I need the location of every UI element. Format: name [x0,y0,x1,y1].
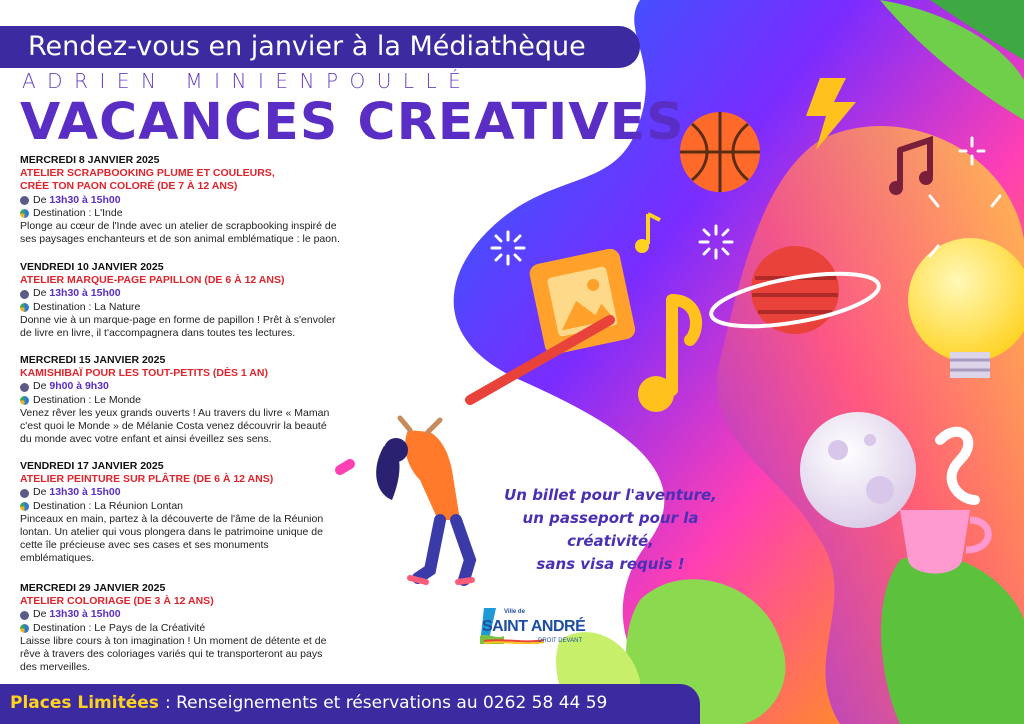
event-description: cette île précieuse avec ses cases et ses monuments [20,539,269,552]
time-value: 13h30 à 15h00 [49,193,121,206]
event-time [20,380,400,393]
time-prefix: De [33,380,47,393]
destination-text: Destination : Le Pays de la Créativité [33,621,206,634]
destination-text: Destination : L'Inde [33,206,123,219]
event-description: Donne vie à un marque-page en forme de papillon ! Prêt à s'envoler [20,313,336,326]
logo-top-text: Ville de [504,609,525,615]
event-date: VENDREDI 17 JANVIER 2025 [20,460,164,472]
event-time [20,194,400,207]
event-time [20,608,400,621]
event-title: ATELIER PEINTURE SUR PLÂTRE (DE 6 À 12 ANS) [20,473,274,486]
event-item [20,261,400,340]
destination-text: Destination : La Réunion Lontan [33,499,184,512]
event-description: Laisse libre cours à ton imagination ! Un moment de détente et de [20,634,327,647]
event-date: MERCREDI 29 JANVIER 2025 [20,582,166,594]
subtitle: ADRIEN MINIENPOULLÉ [22,69,473,93]
time-prefix: De [33,193,47,206]
contact-info: : Renseignements et réservations au 0262 58 44 59 [165,693,608,713]
clock-icon [20,611,29,620]
event-date: VENDREDI 10 JANVIER 2025 [20,261,164,273]
destination-text: Destination : Le Monde [33,393,141,406]
globe-icon [20,624,29,633]
event-title: ATELIER SCRAPBOOKING PLUME ET COULEURS, [20,167,275,180]
event-item [20,154,400,246]
footer-bar [0,684,700,724]
event-date: MERCREDI 15 JANVIER 2025 [20,354,166,366]
logo-swoosh-icon [484,638,544,644]
event-item [20,582,400,674]
page-title: VACANCES CREATIVES [20,93,685,152]
event-date: MERCREDI 8 JANVIER 2025 [20,154,160,166]
moon-icon [800,412,916,528]
time-prefix: De [33,486,47,499]
globe-icon [20,209,29,218]
basketball-icon [680,112,760,192]
event-description: ses paysages enchanteurs et de son animal emblématique : le paon. [20,233,340,246]
globe-icon [20,396,29,405]
slogan-line: sans visa requis ! [536,555,685,573]
clock-icon [20,383,29,392]
slogan [478,484,743,576]
clock-icon [20,290,29,299]
slogan-line: Un billet pour l'aventure, [504,486,717,504]
places-limitees: Places Limitées [10,693,159,713]
event-description: rêve à travers des coloriages variés qui te transporteront au pays [20,648,323,661]
event-item [20,354,400,446]
event-title: ATELIER MARQUE-PAGE PAPILLON (DE 6 À 12 ANS) [20,274,285,287]
event-description: de livre en livre, il t'accompagnera dans toutes tes lectures. [20,327,296,340]
time-prefix: De [33,287,47,300]
event-description: des merveilles. [20,661,91,674]
event-description: emblématiques. [20,552,95,565]
logo-sub-text: DROIT DEVANT [538,638,583,644]
globe-icon [20,303,29,312]
event-destination [20,394,400,407]
event-time [20,287,400,300]
event-destination [20,301,400,314]
event-title: KAMISHIBAÏ POUR LES TOUT-PETITS (DÈS 1 AN) [20,367,268,380]
event-title: ATELIER COLORIAGE (DE 3 À 12 ANS) [20,595,214,608]
event-destination [20,207,400,220]
banner-text: Rendez-vous en janvier à la Médiathèque [28,31,586,62]
event-description: c'est quoi le Monde » de Mélanie Costa venez découvrir la beauté [20,420,327,433]
event-time [20,486,400,499]
time-value: 9h00 à 9h30 [49,380,109,393]
logo-main-text: SAINT ANDRÉ [482,618,586,635]
clock-icon [20,196,29,205]
event-destination [20,622,400,635]
saint-andre-logo [478,606,598,656]
time-value: 13h30 à 15h00 [49,287,121,300]
destination-text: Destination : La Nature [33,300,141,313]
globe-icon [20,502,29,511]
time-value: 13h30 à 15h00 [49,486,121,499]
event-description: Plonge au cœur de l'Inde avec un atelier de scrapbooking inspiré de [20,220,337,233]
event-description: Pinceaux en main, partez à la découverte de l'âme de la Réunion [20,512,324,525]
clock-icon [20,489,29,498]
time-prefix: De [33,608,47,621]
slogan-line: un passeport pour la créativité, [522,509,699,550]
event-description: Venez rêver les yeux grands ouverts ! Au travers du livre « Maman [20,406,330,419]
event-title: CRÉE TON PAON COLORÉ (DE 7 À 12 ANS) [20,180,238,193]
event-description: du monde avec votre enfant et ainsi éveillez ses sens. [20,433,272,446]
event-description: lontan. Un atelier qui vous plongera dans le patrimoine unique de [20,526,323,539]
event-destination [20,500,400,513]
event-item [20,460,400,566]
top-banner [0,26,640,68]
time-value: 13h30 à 15h00 [49,608,121,621]
